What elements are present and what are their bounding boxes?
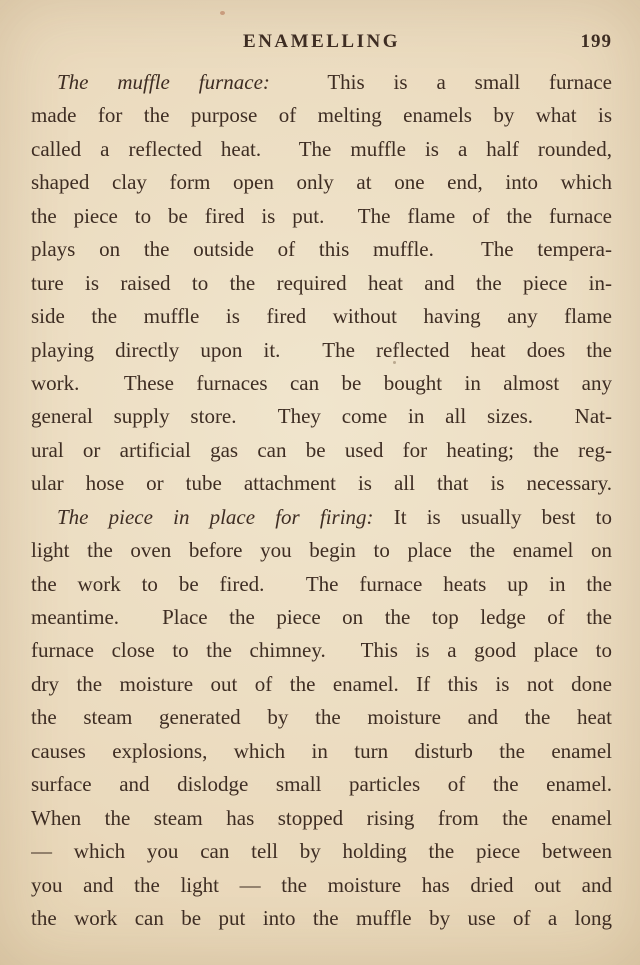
text-segment: shaped clay form open only at one end, into which: [31, 170, 612, 195]
text-segment: ural or artificial gas can be used for heating; the reg-: [31, 437, 612, 462]
text-line: [31, 166, 612, 199]
text-segment: you and the light — the moisture has dried out and: [31, 872, 612, 897]
text-line: [31, 869, 612, 902]
text-line: [31, 701, 612, 734]
text-segment: the piece to be fired is put. The flame of the furnace: [31, 203, 612, 228]
text-segment: meantime. Place the piece on the top ledge of the: [31, 605, 612, 629]
page-header: [31, 30, 612, 54]
italic-lead: The muffle furnace:: [57, 70, 270, 94]
text-line: [31, 568, 612, 601]
text-line: [31, 634, 612, 667]
text-line: [31, 902, 612, 935]
text-segment: ular hose or tube attachment is all that is necessary.: [31, 471, 612, 496]
text-segment: called a reflected heat. The muffle is a half rounded,: [31, 136, 612, 161]
text-segment: ture is raised to the required heat and the piece in-: [31, 270, 612, 295]
text-segment: playing directly upon it. The reflected heat does the: [31, 337, 612, 362]
text-segment: causes explosions, which in turn disturb the enamel: [31, 738, 612, 763]
text-line: [31, 367, 612, 400]
text-line: [31, 400, 612, 433]
text-line: [31, 835, 612, 868]
text-segment: general supply store. They come in all sizes. Nat-: [31, 404, 612, 429]
text-segment: When the steam has stopped rising from the enamel: [31, 805, 612, 830]
text-line: [31, 233, 612, 266]
text-segment: dry the moisture out of the enamel. If this is not done: [31, 671, 612, 696]
page-number: 199: [580, 31, 612, 52]
text-segment: — which you can tell by holding the piece between: [31, 839, 612, 864]
text-segment: the work can be put into the muffle by use of a long: [31, 905, 612, 930]
italic-lead: The piece in place for firing:: [57, 504, 374, 529]
text-line: [31, 434, 612, 467]
text-segment: the work to be fired. The furnace heats up in the: [31, 571, 612, 596]
text-segment: This is a small furnace: [269, 70, 612, 94]
page-body: [31, 66, 612, 935]
text-segment: furnace close to the chimney. This is a good place to: [31, 638, 612, 663]
text-line: [31, 768, 612, 801]
text-line: [31, 99, 612, 132]
text-segment: side the muffle is fired without having any flame: [31, 304, 612, 329]
text-segment: work. These furnaces can be bought in almost any: [31, 370, 612, 395]
text-line: [31, 668, 612, 701]
text-line: [31, 267, 612, 300]
text-line: [31, 467, 612, 500]
text-line: [31, 66, 612, 99]
text-line: [31, 802, 612, 835]
text-segment: the steam generated by the moisture and the heat: [31, 705, 612, 730]
text-segment: It is usually best to: [373, 504, 612, 529]
text-line: [31, 200, 612, 233]
text-segment: surface and dislodge small particles of the enamel.: [31, 772, 612, 797]
text-segment: light the oven before you begin to place the enamel on: [31, 538, 612, 563]
text-line: [31, 133, 612, 166]
text-line: [31, 601, 612, 634]
text-segment: made for the purpose of melting enamels by what is: [31, 103, 612, 128]
running-head: ENAMELLING: [243, 31, 400, 52]
text-line: [31, 334, 612, 367]
text-line: [31, 735, 612, 768]
text-line: [31, 534, 612, 567]
text-segment: plays on the outside of this muffle. The tempera-: [31, 237, 612, 262]
paper-speck: [220, 11, 225, 15]
text-line: [31, 501, 612, 534]
text-line: [31, 300, 612, 333]
